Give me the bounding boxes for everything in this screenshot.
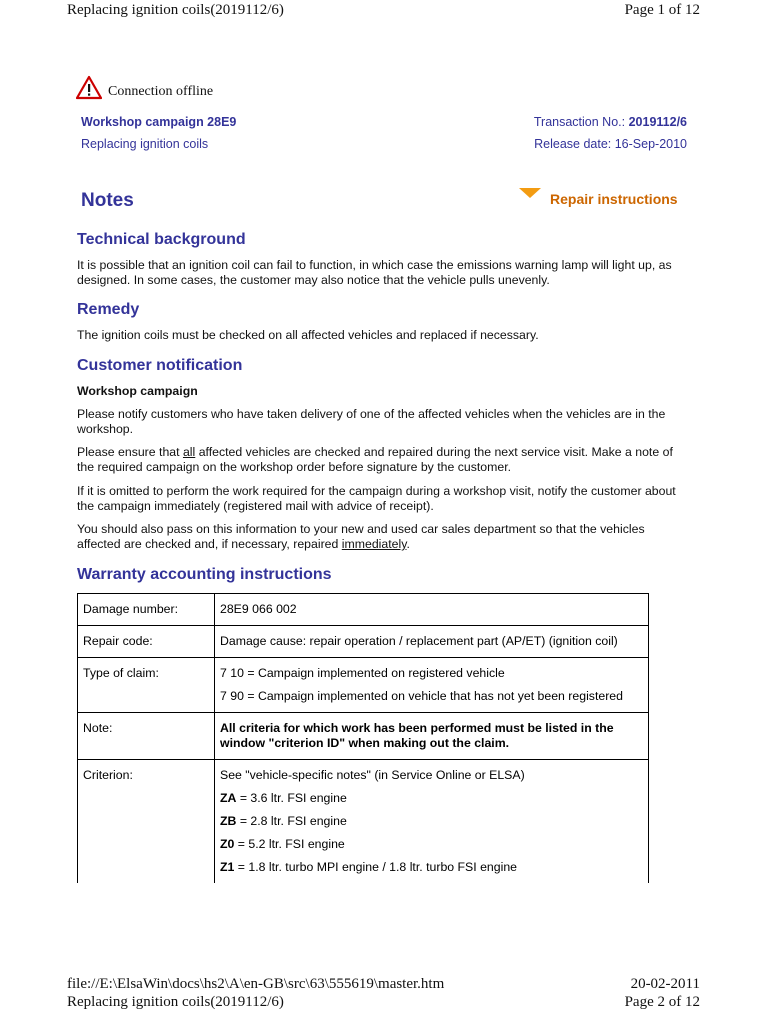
arrow-down-icon[interactable] bbox=[517, 186, 543, 200]
remedy-text: The ignition coils must be checked on all affected vehicles and replaced if necessary. bbox=[77, 328, 539, 342]
notes-heading: Notes bbox=[81, 190, 134, 211]
transaction-label: Transaction No.: bbox=[533, 115, 626, 129]
warning-triangle-icon bbox=[76, 75, 102, 101]
transaction-value: 2019112/6 bbox=[628, 115, 687, 129]
footer-page-title: Replacing ignition coils(2019112/6) bbox=[67, 994, 284, 1010]
p4-underline: immediately bbox=[341, 537, 407, 551]
p4-post: . bbox=[406, 537, 410, 551]
criterion-label: Criterion: bbox=[78, 760, 215, 884]
page-header-title: Replacing ignition coils(2019112/6) bbox=[67, 2, 284, 18]
footer-file-path: file://E:\ElsaWin\docs\hs2\A\en-GB\src\63\555619\master.htm bbox=[67, 976, 445, 992]
remedy-heading: Remedy bbox=[77, 301, 140, 318]
criterion-code: Z0 bbox=[220, 837, 235, 851]
damage-number-label: Damage number: bbox=[78, 594, 215, 626]
table-row bbox=[78, 594, 649, 626]
campaign-title: Workshop campaign 28E9 bbox=[81, 115, 237, 129]
customer-paragraph-2 bbox=[77, 445, 689, 475]
criterion-item bbox=[220, 814, 643, 829]
note-label: Note: bbox=[78, 713, 215, 760]
table-row bbox=[78, 658, 649, 713]
claim-option-1: 7 10 = Campaign implemented on registered vehicle bbox=[220, 666, 505, 680]
criterion-code: ZB bbox=[220, 814, 237, 828]
criterion-code: ZA bbox=[220, 791, 237, 805]
connection-status-text: Connection offline bbox=[108, 84, 214, 99]
type-of-claim-value bbox=[215, 658, 649, 713]
campaign-subtitle: Replacing ignition coils bbox=[81, 137, 209, 151]
damage-number-value: 28E9 066 002 bbox=[215, 594, 649, 626]
criterion-text: = 1.8 ltr. turbo MPI engine / 1.8 ltr. turbo FSI engine bbox=[234, 860, 518, 874]
technical-background-heading: Technical background bbox=[77, 231, 246, 248]
warranty-heading: Warranty accounting instructions bbox=[77, 566, 332, 583]
criterion-code: Z1 bbox=[220, 860, 235, 874]
claim-option-2: 7 90 = Campaign implemented on vehicle that has not yet been registered bbox=[220, 689, 623, 703]
warranty-table bbox=[77, 593, 649, 883]
criterion-item bbox=[220, 860, 643, 875]
page-number: Page 1 of 12 bbox=[624, 2, 700, 18]
p4-pre: You should also pass on this information to your new and used car sales department so that the vehicles affected are checked and, if necessary, repaired bbox=[77, 522, 645, 551]
criterion-text: = 3.6 ltr. FSI engine bbox=[236, 791, 347, 805]
criterion-item bbox=[220, 791, 643, 806]
table-row bbox=[78, 713, 649, 760]
p2-post: affected vehicles are checked and repaired during the next service visit. Make a note of the required campaign on the workshop order before signature by the customer. bbox=[77, 445, 673, 474]
table-row bbox=[78, 760, 649, 884]
footer-page-number: Page 2 of 12 bbox=[624, 994, 700, 1010]
criterion-intro: See "vehicle-specific notes" (in Service Online or ELSA) bbox=[220, 768, 525, 782]
technical-background-text: It is possible that an ignition coil can fail to function, in which case the emissions warning lamp will light up, as designed. In some cases, the customer may also notice that the vehicle pulls unevenly. bbox=[77, 258, 672, 287]
criterion-text: = 5.2 ltr. FSI engine bbox=[234, 837, 345, 851]
repair-code-value: Damage cause: repair operation / replacement part (AP/ET) (ignition coil) bbox=[215, 626, 649, 658]
repair-instructions-link[interactable]: Repair instructions bbox=[550, 191, 678, 207]
release-date: Release date: 16-Sep-2010 bbox=[534, 137, 687, 151]
p2-pre: Please ensure that bbox=[77, 445, 183, 459]
customer-notification-heading: Customer notification bbox=[77, 357, 243, 374]
customer-paragraph-3: If it is omitted to perform the work required for the campaign during a workshop visit, notify the customer about the campaign immediately (registered mail with advice of receipt). bbox=[77, 484, 676, 513]
criterion-text: = 2.8 ltr. FSI engine bbox=[236, 814, 347, 828]
type-of-claim-label: Type of claim: bbox=[78, 658, 215, 713]
p2-underline: all bbox=[182, 445, 196, 459]
workshop-campaign-subheading: Workshop campaign bbox=[77, 384, 198, 398]
transaction-number bbox=[534, 115, 687, 129]
criterion-value bbox=[215, 760, 649, 884]
repair-code-label: Repair code: bbox=[78, 626, 215, 658]
table-row bbox=[78, 626, 649, 658]
footer-date: 20-02-2011 bbox=[630, 976, 700, 992]
note-value: All criteria for which work has been performed must be listed in the window "criterion ID" when making out the claim. bbox=[215, 713, 649, 760]
customer-paragraph-1: Please notify customers who have taken delivery of one of the affected vehicles when the vehicles are in the workshop. bbox=[77, 407, 666, 436]
criterion-item bbox=[220, 837, 643, 852]
customer-paragraph-4 bbox=[77, 522, 689, 552]
